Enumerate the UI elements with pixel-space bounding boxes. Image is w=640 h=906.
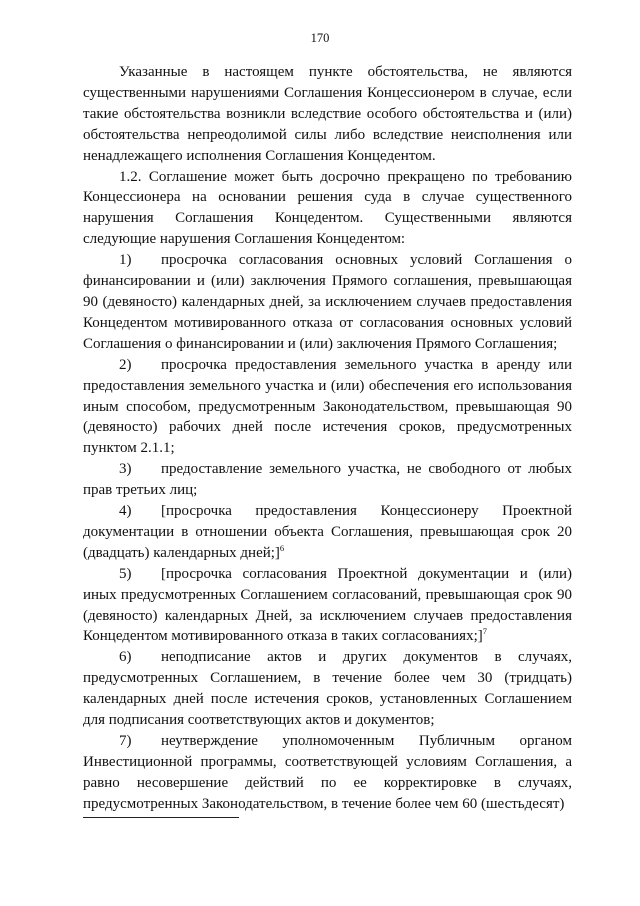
list-item [83, 564, 572, 648]
list-item-number: 4) [119, 503, 132, 520]
list-item [83, 355, 572, 460]
list-item-number: 1) [119, 252, 132, 269]
list-item-text: предоставление земельного участка, не свободного от любых прав третьих лиц; [83, 461, 572, 499]
page-number: 170 [310, 31, 330, 45]
list-item [83, 731, 572, 815]
list-item-text: [просрочка предоставления Концессионеру Проектной документации в отношении объекта Соглашения, превышающая срок 20 (двадцать) календарных дней;] [83, 503, 572, 561]
list-item-number: 2) [119, 356, 132, 373]
paragraph-note: Указанные в настоящем пункте обстоятельства, не являются существенными нарушениями Соглашения Концессионером в случае, если такие обстоятельства возникли вследствие особого обстоятельства и (или) обстоятельства непреодолимой силы либо вследствие неисполнения или ненадлежащего исполнения Соглашения Концедентом. [83, 64, 572, 164]
list-item [83, 250, 572, 355]
list-item-text: неподписание актов и других документов в случаях, предусмотренных Соглашением, в течение более чем 30 (тридцать) календарных дней после истечения сроков, установленных Соглашением для подписания соответствующих актов и документов; [83, 649, 572, 729]
list-item-number: 5) [119, 565, 132, 582]
list-item [83, 459, 572, 501]
list-item [83, 647, 572, 731]
list-item [83, 501, 572, 564]
list-item-text: просрочка предоставления земельного участка в аренду или предоставления земельного участка и (или) обеспечения его использования иным способом, предусмотренным Законодательством, превышающая 90 (девяносто) рабочих дней после истечения сроков, предусмотренных пунктом 2.1.1; [83, 356, 572, 457]
paragraph-1-2: 1.2. Соглашение может быть досрочно прекращено по требованию Концессионера на основании решения суда в случае существенного нарушения Соглашения Концедентом. Существенными являются следующие нарушения Соглашения Концедентом: [83, 168, 572, 248]
list-item-number: 6) [119, 649, 132, 666]
footnote-ref[interactable]: 6 [279, 542, 285, 553]
list-item-number: 3) [119, 461, 132, 478]
list-item-text: неутверждение уполномоченным Публичным органом Инвестиционной программы, соответствующей условиям Соглашения, а равно несовершение действий по ее корректировке в случаях, предусмотренных Законодательством, в течение более чем 60 (шестьдесят) [83, 733, 572, 812]
list-item-text: просрочка согласования основных условий Соглашения о финансировании и (или) заключения Прямого соглашения, превышающая 90 (девяносто) календарных дней, за исключением случаев предоставления Концедентом мотивированного отказа от согласования основных условий Соглашения о финансировании и (или) заключения Прямого Соглашения; [83, 252, 572, 352]
body-text [83, 62, 572, 815]
list-item-text: [просрочка согласования Проектной документации и (или) иных предусмотренных Соглашением согласований, превышающая срок 90 (девяносто) календарных Дней, за исключением случаев предоставления Концедентом мотивированного отказа в таких согласованиях;] [83, 565, 572, 645]
footnote-separator [83, 817, 239, 818]
list-item-number: 7) [119, 733, 132, 749]
footnote-ref[interactable]: 7 [482, 626, 487, 637]
